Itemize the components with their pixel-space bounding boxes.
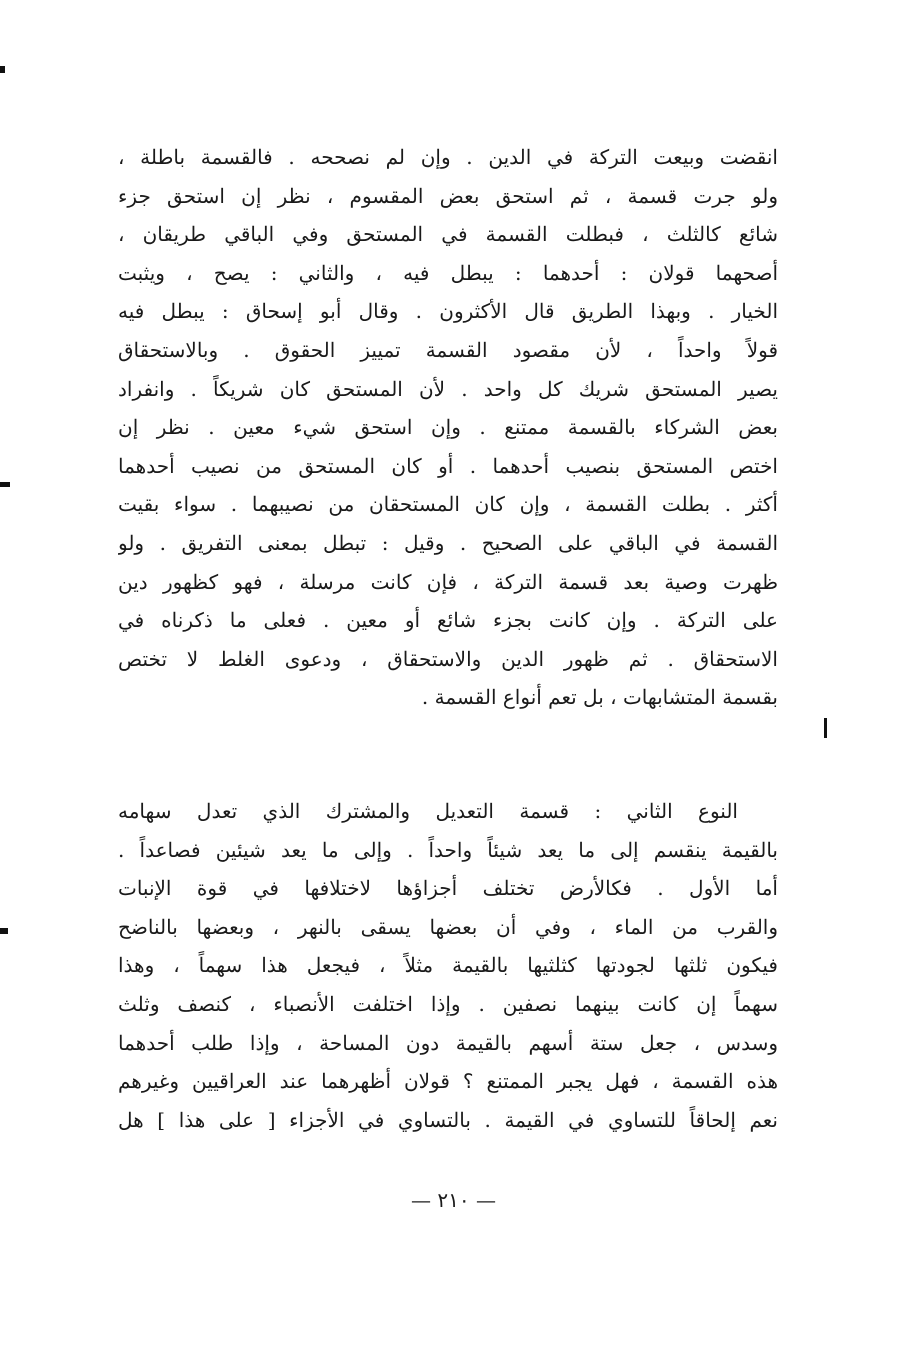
text-line: يصير المستحق شريك كل واحد . لأن المستحق كان شريكاً . وانفراد	[118, 376, 778, 401]
text-line: القسمة في الباقي على الصحيح . وقيل : تبطل بمعنى التفريق . ولو	[118, 530, 778, 555]
text-line: فيكون ثلثها لجودتها كثلثيها بالقيمة مثلاً ، فيجعل هذا سهماً ، وهذا	[118, 953, 778, 978]
text-line: انقضت وبيعت التركة في الدين . وإن لم نصححه . فالقسمة باطلة ،	[118, 145, 778, 169]
text-line: والقرب من الماء ، وفي أن بعضها يسقى بالنهر ، وبعضها بالناضح	[118, 914, 778, 939]
text-line: شائع كالثلث ، فبطلت القسمة في المستحق وفي الباقي طريقان ،	[118, 222, 778, 247]
text-line: ظهرت وصية بعد قسمة التركة ، فإن كانت مرسلة ، فهو كظهور دين	[118, 569, 778, 594]
text-line: بعض الشركاء بالقسمة ممتنع . وإن استحق شيء معين . نظر إن	[118, 415, 778, 440]
text-line: نعم إلحاقاً للتساوي في القيمة . بالتساوي في الأجزاء [ على هذا ] هل	[118, 1107, 778, 1132]
text-line: النوع الثاني : قسمة التعديل والمشترك الذي تعدل سهامه	[118, 799, 738, 823]
text-line: قولاً واحداً ، لأن مقصود القسمة تمييز الحقوق . وبالاستحقاق	[118, 337, 778, 362]
paragraph-1	[118, 138, 778, 717]
text-line: الاستحقاق . ثم ظهور الدين والاستحقاق ، ودعوى الغلط لا تختص	[118, 646, 778, 671]
text-line: وسدس ، جعل ستة أسهم بالقيمة دون المساحة ، وإذا طلب أحدهما	[118, 1030, 778, 1055]
text-line: الخيار . وبهذا الطريق قال الأكثرون . وقال أبو إسحاق : يبطل فيه	[118, 299, 778, 324]
text-line: سهماً إن كانت بينهما نصفين . وإذا اختلفت الأنصباء ، كنصف وثلث	[118, 991, 778, 1016]
text-line: أما الأول . فكالأرض تختلف أجزاؤها لاختلافها في قوة الإنبات	[118, 876, 778, 901]
text-line: بالقيمة ينقسم إلى ما يعد شيئاً واحداً . وإلى ما يعد شيئين فصاعداً .	[118, 837, 778, 862]
scan-mark	[0, 928, 8, 934]
scan-mark	[824, 718, 827, 738]
text-line: ولو جرت قسمة ، ثم استحق بعض المقسوم ، نظر إن استحق جزء	[118, 183, 778, 208]
scan-mark	[0, 66, 5, 73]
text-line: هذه القسمة ، فهل يجبر الممتنع ؟ قولان أظهرهما عند العراقيين وغيرهم	[118, 1069, 778, 1094]
scan-mark	[0, 482, 10, 487]
text-line: بقسمة المتشابهات ، بل تعم أنواع القسمة .	[421, 685, 778, 710]
paragraph-2	[118, 792, 778, 1139]
text-line: اختص المستحق بنصيب أحدهما . أو كان المستحق من نصيب أحدهما	[118, 453, 778, 478]
page-number: — ٢١٠ —	[411, 1188, 496, 1212]
text-line: أكثر . بطلت القسمة ، وإن كان المستحقان من نصيبهما . سواء بقيت	[118, 492, 778, 517]
text-line: على التركة . وإن كانت بجزء شائع أو معين . فعلى ما ذكرناه في	[118, 608, 778, 633]
text-line: أصحهما قولان : أحدهما : يبطل فيه ، والثاني : يصح ، ويثبت	[118, 260, 778, 285]
